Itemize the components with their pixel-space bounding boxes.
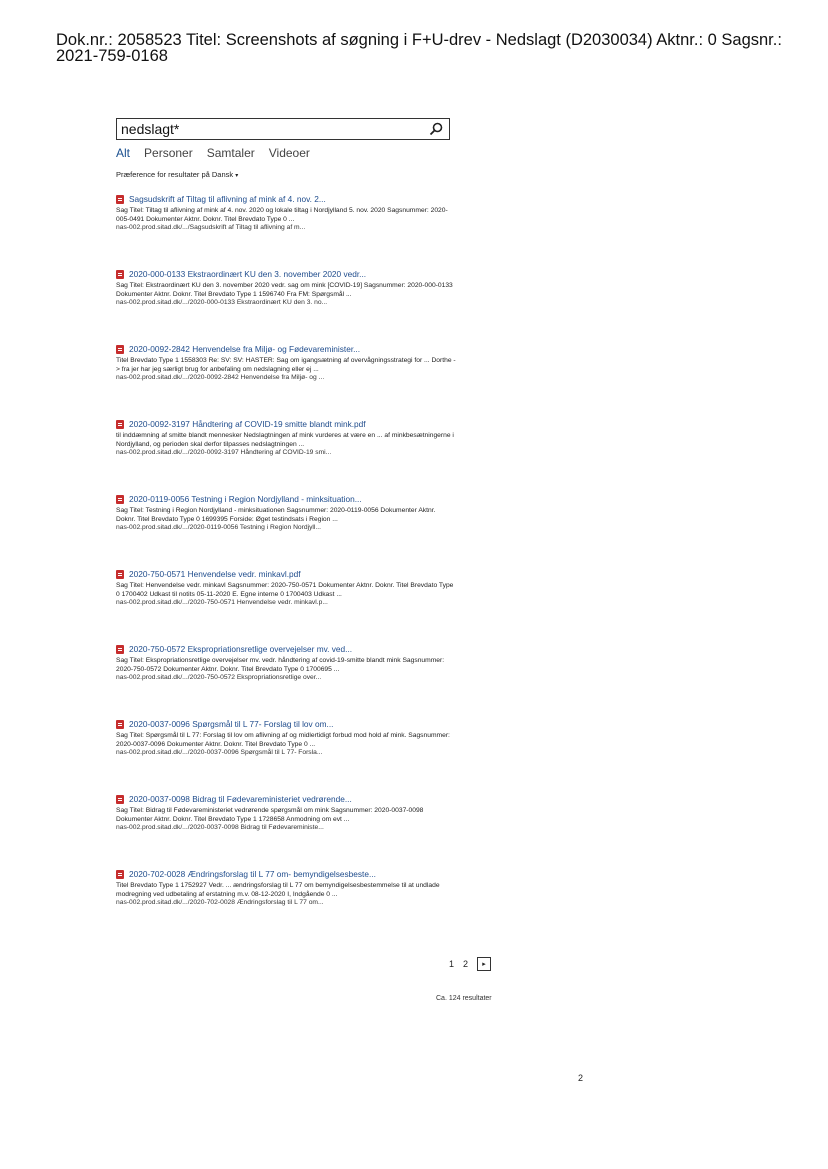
pagination [449,957,491,971]
result-title: 2020-000-0133 Ekstraordinært KU den 3. november 2020 vedr... [129,269,367,279]
result-url[interactable]: nas-002.prod.sitad.dk/.../2020-0092-3197 Håndtering af COVID-19 smi... [116,449,332,457]
result-item [116,419,456,494]
result-url[interactable]: nas-002.prod.sitad.dk/.../2020-750-0571 Henvendelse vedr. minkavl.p... [116,599,328,607]
pdf-file-icon [116,495,124,504]
result-title: 2020-0092-2842 Henvendelse fra Miljø- og Fødevareminister... [129,344,361,354]
pdf-file-icon [116,420,124,429]
result-title-link[interactable] [116,269,456,279]
result-title: Sagsudskrift af Tiltag til aflivning af mink af 4. nov. 2... [129,194,326,204]
pdf-file-icon [116,345,124,354]
result-url[interactable]: nas-002.prod.sitad.dk/.../2020-0092-2842 Henvendelse fra Miljø- og ... [116,374,325,382]
search-results [116,194,456,944]
pdf-file-icon [116,570,124,579]
result-snippet: Sag Titel: Ekspropriationsretlige overvejelser mv. vedr. håndtering af covid-19-smitte blandt mink Sagsnummer: 2020-750-0572 Dokumenter Aktnr. Doknr. Titel Brevdato Type 0 1700695 ... [116,657,445,673]
result-url[interactable]: nas-002.prod.sitad.dk/.../2020-750-0572 Ekspropriationsretlige over... [116,674,322,682]
result-title-link[interactable] [116,644,456,654]
result-url[interactable]: nas-002.prod.sitad.dk/.../2020-000-0133 Ekstraordinært KU den 3. no... [116,299,328,307]
result-title: 2020-0037-0096 Spørgsmål til L 77- Forslag til lov om... [129,719,334,729]
result-title-link[interactable] [116,869,456,879]
chevron-down-icon: ▾ [235,173,239,179]
pdf-file-icon [116,270,124,279]
result-snippet: Sag Titel: Testning i Region Nordjylland - minksituationen Sagsnummer: 2020-0119-0056 Dokumenter Aktnr. Doknr. Titel Brevdato Type 0 1699395 Forside: Øget testindsats i Region ... [116,507,436,523]
pdf-file-icon [116,795,124,804]
result-url[interactable]: nas-002.prod.sitad.dk/.../2020-702-0028 Ændringsforslag til L 77 om... [116,899,324,907]
result-title-link[interactable] [116,569,456,579]
result-url[interactable]: nas-002.prod.sitad.dk/.../Sagsudskrift af Tiltag til aflivning af m... [116,224,306,232]
result-snippet: Titel Brevdato Type 1 1558303 Re: SV: SV: HASTER: Sag om igangsætning af overvågningsstrategi for ... Dorthe -> fra jer har jeg særligt brug for anbefaling om nedslagning eller ej ... [116,357,456,373]
document-header-line-1: Dok.nr.: 2058523 Titel: Screenshots af søgning i F+U-drev - Nedslagt (D2030034) Aktnr.: 0 Sagsnr.: [56,31,782,49]
result-title: 2020-0092-3197 Håndtering af COVID-19 smitte blandt mink.pdf [129,419,366,429]
result-item [116,194,456,269]
result-title: 2020-702-0028 Ændringsforslag til L 77 om- bemyndigelsesbeste... [129,869,376,879]
result-item [116,719,456,794]
pdf-file-icon [116,645,124,654]
language-preference[interactable] [116,170,450,179]
tab-conversations[interactable]: Samtaler [206,146,255,160]
result-item [116,344,456,419]
result-snippet: Sag Titel: Henvendelse vedr. minkavl Sagsnummer: 2020-750-0571 Dokumenter Aktnr. Doknr. Titel Brevdato Type 0 1700402 Udkast til notits 05-11-2020 E. Egne interne 0 1700403 Udkast ... [116,582,454,598]
document-header [56,32,796,64]
search-area [116,118,450,179]
result-title: 2020-0037-0098 Bidrag til Fødevareministeriet vedrørende... [129,794,352,804]
result-title-link[interactable] [116,419,456,429]
pdf-file-icon [116,870,124,879]
result-snippet: Titel Brevdato Type 1 1752927 Vedr. ... ændringsforslag til L 77 om bemyndigelsesbestemmelse til at undlade modregning ved udbetaling af erstatning m.v. 08-12-2020 I, Indgående 0 ... [116,882,440,898]
result-title-link[interactable] [116,194,456,204]
result-title: 2020-750-0571 Henvendelse vedr. minkavl.pdf [129,569,301,579]
tab-people[interactable]: Personer [144,146,193,160]
search-box [116,118,450,140]
result-snippet: Sag Titel: Tiltag til aflivning af mink af 4. nov. 2020 og lokale tiltag i Nordjylland 5. nov. 2020 Sagsnummer: 2020-005-0491 Dokumenter Aktnr. Doknr. Titel Brevdato Type 0 ... [116,207,448,223]
result-title-link[interactable] [116,794,456,804]
page-2-link[interactable]: 2 [463,959,469,969]
result-title: 2020-750-0572 Ekspropriationsretlige overvejelser mv. ved... [129,644,353,654]
result-item [116,794,456,869]
result-item [116,869,456,944]
language-preference-label: Præference for resultater på Dansk [116,170,234,179]
tab-videos[interactable]: Videoer [268,146,310,160]
result-item [116,269,456,344]
result-title-link[interactable] [116,719,456,729]
pdf-file-icon [116,195,124,204]
result-title-link[interactable] [116,494,456,504]
search-input[interactable] [121,121,427,137]
result-snippet: til inddæmning af smitte blandt mennesker Nedslagtningen af mink vurderes at være en ... af minkbesætningerne i Nordjylland, og perioden skal derfor tilpasses nedslagtningen ... [116,432,454,448]
result-title-link[interactable] [116,344,456,354]
search-tabs [116,146,450,160]
tab-all[interactable]: Alt [116,146,131,160]
result-url[interactable]: nas-002.prod.sitad.dk/.../2020-0037-0098 Bidrag til Fødevareministe... [116,824,324,832]
result-title: 2020-0119-0056 Testning i Region Nordjylland - minksituation... [129,494,362,504]
search-icon[interactable] [427,120,445,138]
pdf-file-icon [116,720,124,729]
result-snippet: Sag Titel: Spørgsmål til L 77: Forslag til lov om aflivning af og midlertidigt forbud mod hold af mink. Sagsnummer: 2020-0037-0096 Dokumenter Aktnr. Doknr. Titel Brevdato Type 0 ... [116,732,450,748]
result-item [116,494,456,569]
result-url[interactable]: nas-002.prod.sitad.dk/.../2020-0119-0056 Testning i Region Nordjyll... [116,524,321,532]
result-item [116,644,456,719]
result-snippet: Sag Titel: Bidrag til Fødevareministeriet vedrørende spørgsmål om mink Sagsnummer: 2020-0037-0098 Dokumenter Aktnr. Doknr. Titel Brevdato Type 1 1728658 Anmodning om evt ... [116,807,424,823]
page-1-link[interactable]: 1 [449,959,455,969]
result-count: Ca. 124 resultater [436,995,492,1002]
document-page-number: 2 [578,1073,584,1083]
document-header-line-2: 2021-759-0168 [56,47,168,65]
next-page-icon[interactable]: ▸ [477,957,491,971]
result-item [116,569,456,644]
result-url[interactable]: nas-002.prod.sitad.dk/.../2020-0037-0096 Spørgsmål til L 77- Forsla... [116,749,323,757]
result-snippet: Sag Titel: Ekstraordinært KU den 3. november 2020 vedr. sag om mink [COVID-19] Sagsnummer: 2020-000-0133 Dokumenter Aktnr. Doknr. Titel Brevdato Type 1 1596740 Fra FM: Spørgsmål ... [116,282,453,298]
